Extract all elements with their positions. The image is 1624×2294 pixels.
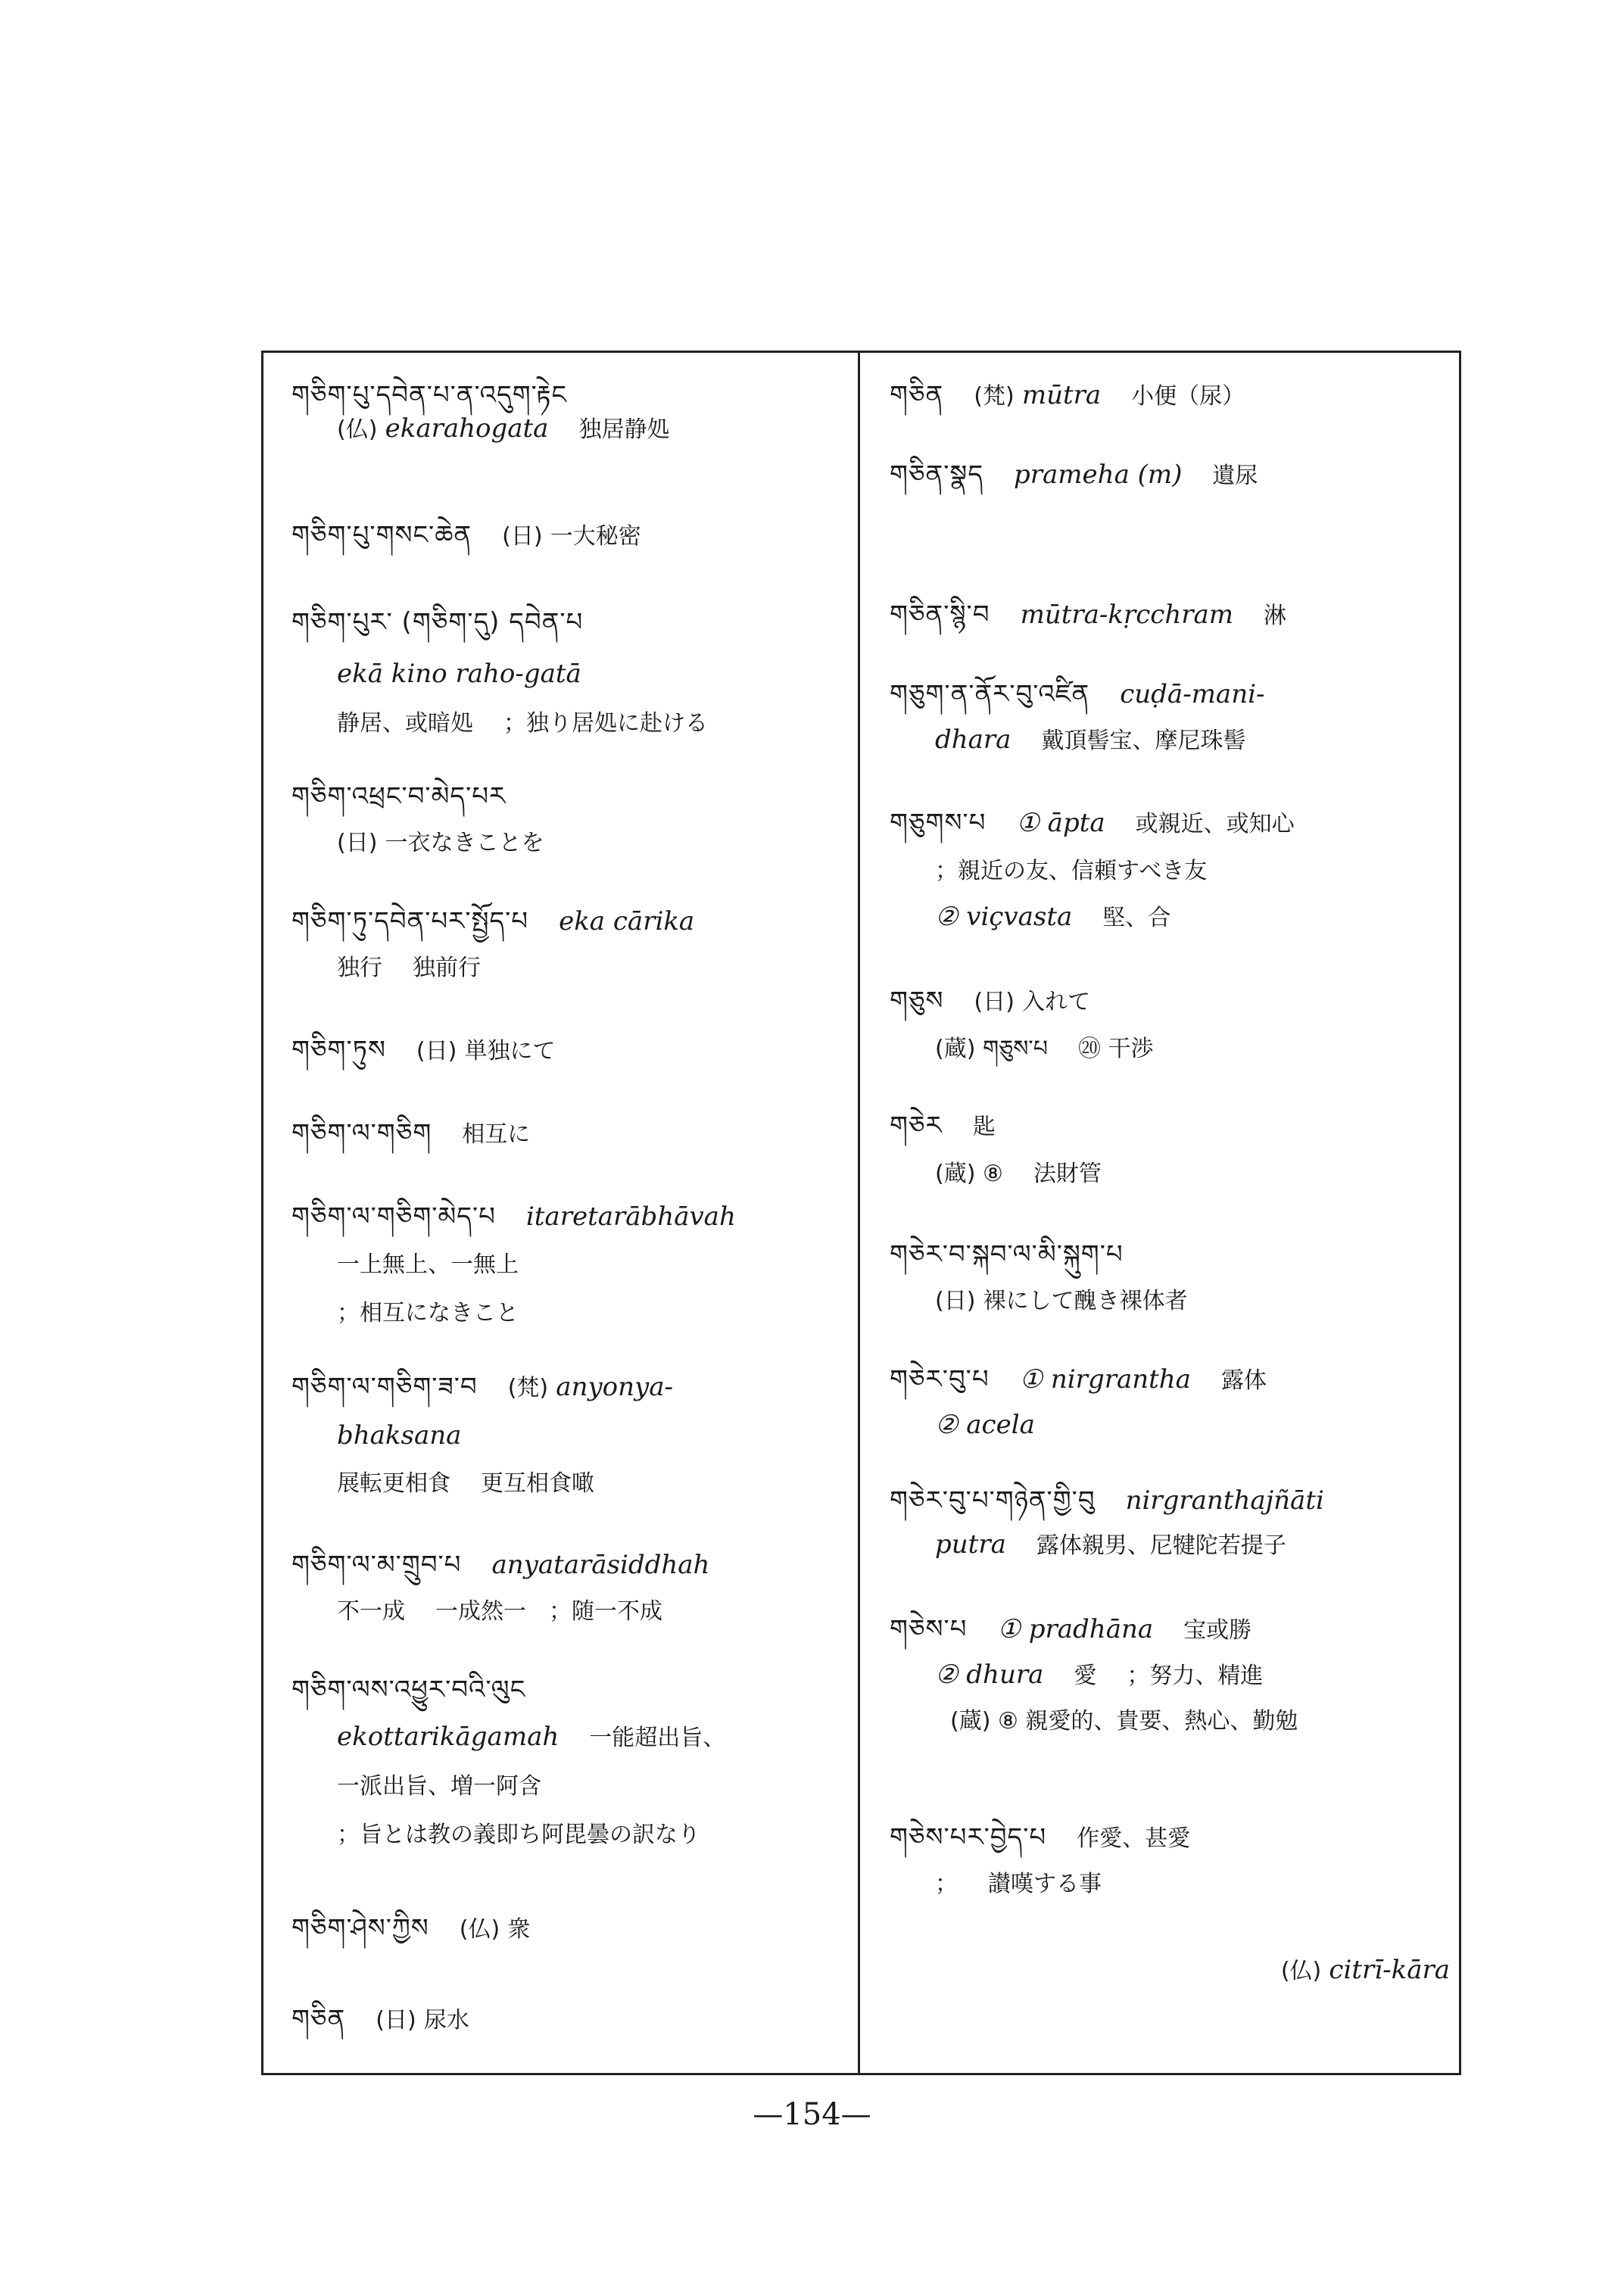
sanskrit-term: anyatarāsiddhah: [491, 1550, 710, 1580]
source-tag: (蔵) ⑧: [935, 1161, 1003, 1187]
source-tag: (仏): [459, 1916, 500, 1943]
translation: 衆: [507, 1916, 531, 1943]
sanskrit-term: citrī-kāra: [1329, 1955, 1450, 1985]
source-tag: (日): [337, 830, 378, 856]
sanskrit-term-cont: putra: [935, 1529, 1006, 1560]
translation-note: ；相互になきこと: [337, 1300, 519, 1326]
sanskrit-term: prameha (m): [1014, 460, 1183, 490]
tibetan-headword: གཅིག་ལས་འཕྱུར་བའི་ལུང: [291, 1675, 526, 1705]
tibetan-headword: གཅིག་འཕྲང་བ་མེད་པར: [291, 781, 507, 812]
sanskrit-term: ekarahogata: [385, 413, 549, 444]
source-tag: (仏): [1280, 1958, 1322, 1984]
source-tag: (仏): [337, 416, 378, 443]
translation: 遺尿: [1212, 463, 1258, 489]
translation: 一能超出旨、: [589, 1725, 726, 1751]
page-number: —154—: [753, 2097, 871, 2132]
dictionary-entry: [890, 598, 1450, 633]
sanskrit-term-cont: dhara: [935, 725, 1011, 755]
translation: 一上無上、一無上: [337, 1251, 519, 1278]
tibetan-headword: གཅེར་བ་སྐབ་ལ་མི་སྐུག་པ: [890, 1239, 1124, 1270]
sanskrit-term: cuḍā-mani-: [1120, 679, 1265, 709]
sanskrit-term: anyonya-: [556, 1372, 674, 1402]
dictionary-entry: [890, 1821, 1450, 1901]
sanskrit-term: ① pradhāna: [997, 1614, 1154, 1644]
source-tag: (日): [935, 1288, 976, 1314]
sanskrit-term-cont: bhaksana: [337, 1420, 462, 1451]
dictionary-entry: [890, 678, 1450, 758]
sanskrit-term: nirgranthajñāti: [1125, 1485, 1324, 1516]
sanskrit-term: itaretarābhāvah: [525, 1202, 736, 1232]
translation: 独居静処: [578, 416, 670, 443]
dictionary-entry: [291, 780, 852, 860]
dictionary-entry: [291, 905, 852, 985]
dictionary-entry: [291, 1033, 852, 1068]
tibetan-headword: གཅེར་བུ་པ་གཉེན་གྱི་བུ: [890, 1485, 1096, 1516]
tibetan-headword: གཅིག་པུར་ (གཅིག་དུ) དབེན་པ: [291, 607, 584, 637]
tibetan-headword: གཅིག་ཤེས་ཀྱིས: [291, 1913, 429, 1943]
dictionary-entry: [291, 1548, 852, 1629]
dictionary-entry: [291, 1673, 852, 1852]
tibetan-headword: གཅིག་ལ་གཅིག: [291, 1118, 432, 1149]
translation: 相互に: [462, 1121, 531, 1148]
translation: 尿水: [423, 2007, 469, 2034]
dictionary-entry: [291, 1200, 852, 1330]
tibetan-headword: གཅིག་པུ་དབེན་པ་ན་འདུག་རྟེང: [291, 380, 568, 410]
translation: 不一成: [337, 1598, 405, 1625]
source-tag: (日): [416, 1038, 457, 1064]
translation-note: ；親近の友、信頼すべき友: [935, 858, 1208, 884]
separator: ；: [935, 1871, 958, 1897]
dictionary-entry: [291, 1912, 852, 1946]
tibetan-headword: གཅིག་ལ་གཅིག་ཟ་བ: [291, 1372, 478, 1402]
sanskrit-term: mūtra: [1021, 380, 1102, 410]
translation: 裸にして醜き裸体者: [983, 1288, 1188, 1314]
translation: 露体: [1220, 1367, 1267, 1394]
translation: ⑳ 干渉: [1077, 1036, 1154, 1062]
tibetan-headword: གཅིན་སྣད: [890, 460, 984, 490]
sanskrit-term: ② dhura: [935, 1660, 1044, 1690]
sanskrit-term: ② acela: [935, 1410, 1035, 1440]
translation: 或親近、或知心: [1135, 811, 1295, 837]
source-tag: (日): [376, 2007, 416, 2034]
source-citation: [890, 1953, 1480, 1988]
dictionary-entry: [291, 379, 852, 447]
dictionary-entry: [890, 1613, 1450, 1738]
translation: 独前行: [413, 955, 481, 981]
source-tag: (日): [974, 989, 1015, 1015]
tibetan-headword: གཅིག་ལ་གཅིག་མེད་པ: [291, 1202, 496, 1232]
dictionary-entry: [291, 519, 852, 553]
column-divider: [858, 351, 860, 2075]
translation: 作愛、甚愛: [1077, 1825, 1191, 1852]
dictionary-entry: [890, 458, 1450, 493]
tibetan-headword: གཅིག་ཏུ་དབེན་པར་སྤྱོད་པ: [291, 906, 529, 937]
translation: 匙: [972, 1114, 996, 1140]
translation: 静居、或暗処: [337, 710, 473, 737]
dictionary-entry: [291, 1370, 852, 1501]
dictionary-entry: [890, 1238, 1450, 1318]
dictionary-entry: [890, 984, 1450, 1066]
translation: 露体親男、尼犍陀若提子: [1036, 1532, 1286, 1559]
sanskrit-term: ekottarikāgamah: [337, 1722, 560, 1752]
tibetan-headword: གཅེས་པ: [890, 1614, 968, 1644]
translation: 愛: [1074, 1663, 1097, 1689]
tibetan-headword: གཅེས་པར་བྱེད་པ: [890, 1822, 1047, 1853]
tibetan-headword: གཅུག་ན་ནོར་བུ་འཛིན: [890, 679, 1090, 709]
sanskrit-term: ekā kino raho-gatā: [337, 659, 581, 689]
translation: 一大秘密: [550, 523, 641, 550]
translation: 堅、合: [1102, 905, 1171, 931]
translation: 一成然一 ；随一不成: [435, 1598, 662, 1625]
source-tag: (梵): [507, 1375, 549, 1401]
translation: 一衣なきことを: [385, 830, 544, 856]
tibetan-headword: གཅིན་སྙི་བ: [890, 600, 990, 630]
tibetan-headword: གཅིག་ལ་མ་གྲུབ་པ: [291, 1550, 462, 1580]
source-tag: (梵): [974, 383, 1015, 410]
translation: 小便（尿）: [1131, 383, 1245, 410]
variant-form: (蔵) གཅུས་པ: [935, 1036, 1048, 1062]
translation: 宝或勝: [1183, 1617, 1252, 1644]
translation-note: ；独り居処に赴ける: [503, 710, 708, 737]
dictionary-entry: [291, 606, 852, 740]
sanskrit-term: ① āpta: [1016, 808, 1105, 838]
translation: 独行: [337, 955, 382, 981]
dictionary-entry: [291, 2003, 852, 2037]
tibetan-headword: གཅིག་པུ་གསང་ཆེན: [291, 520, 472, 550]
tibetan-headword: གཅུགས་པ: [890, 808, 987, 838]
dictionary-entry: [890, 379, 1450, 413]
translation-note: ；旨とは教の義即ち阿毘曇の訳なり: [337, 1822, 700, 1848]
tibetan-headword: གཅེར་བུ་པ: [890, 1364, 990, 1395]
dictionary-entry: [890, 1363, 1450, 1442]
translation-note: 讃嘆する事: [988, 1871, 1102, 1897]
translation: 更互相食噉: [481, 1470, 594, 1497]
source-tag: (日): [502, 523, 543, 550]
sanskrit-term: ② viçvasta: [935, 902, 1073, 932]
translation: 法財管: [1033, 1161, 1102, 1187]
translation-note: ；努力、精進: [1127, 1663, 1264, 1689]
translation: 展転更相食: [337, 1470, 450, 1497]
dictionary-entry: [890, 1484, 1450, 1563]
dictionary-entry: [890, 806, 1450, 935]
dictionary-entry: [291, 1117, 852, 1152]
translation: 戴頂髻宝、摩尼珠髻: [1041, 728, 1246, 754]
sanskrit-term: mūtra-kṛcchram: [1020, 600, 1233, 630]
tibetan-headword: གཅུས: [890, 986, 944, 1016]
translation: 淋: [1263, 603, 1286, 629]
tibetan-headword: གཅིན: [890, 380, 944, 410]
sanskrit-term: ① nirgrantha: [1019, 1364, 1191, 1395]
tibetan-headword: གཅིན: [291, 2004, 346, 2034]
translation: 単独にて: [464, 1038, 556, 1064]
sanskrit-term: eka cārika: [559, 906, 695, 937]
dictionary-entry: [890, 1109, 1450, 1191]
translation: (蔵) ⑧ 親愛的、貴要、熱心、勤勉: [950, 1708, 1298, 1735]
translation: 一派出旨、増一阿含: [337, 1773, 541, 1800]
tibetan-headword: གཅེར: [890, 1111, 943, 1141]
translation: 入れて: [1022, 989, 1091, 1015]
tibetan-headword: གཅིག་ཏུས: [291, 1035, 386, 1065]
